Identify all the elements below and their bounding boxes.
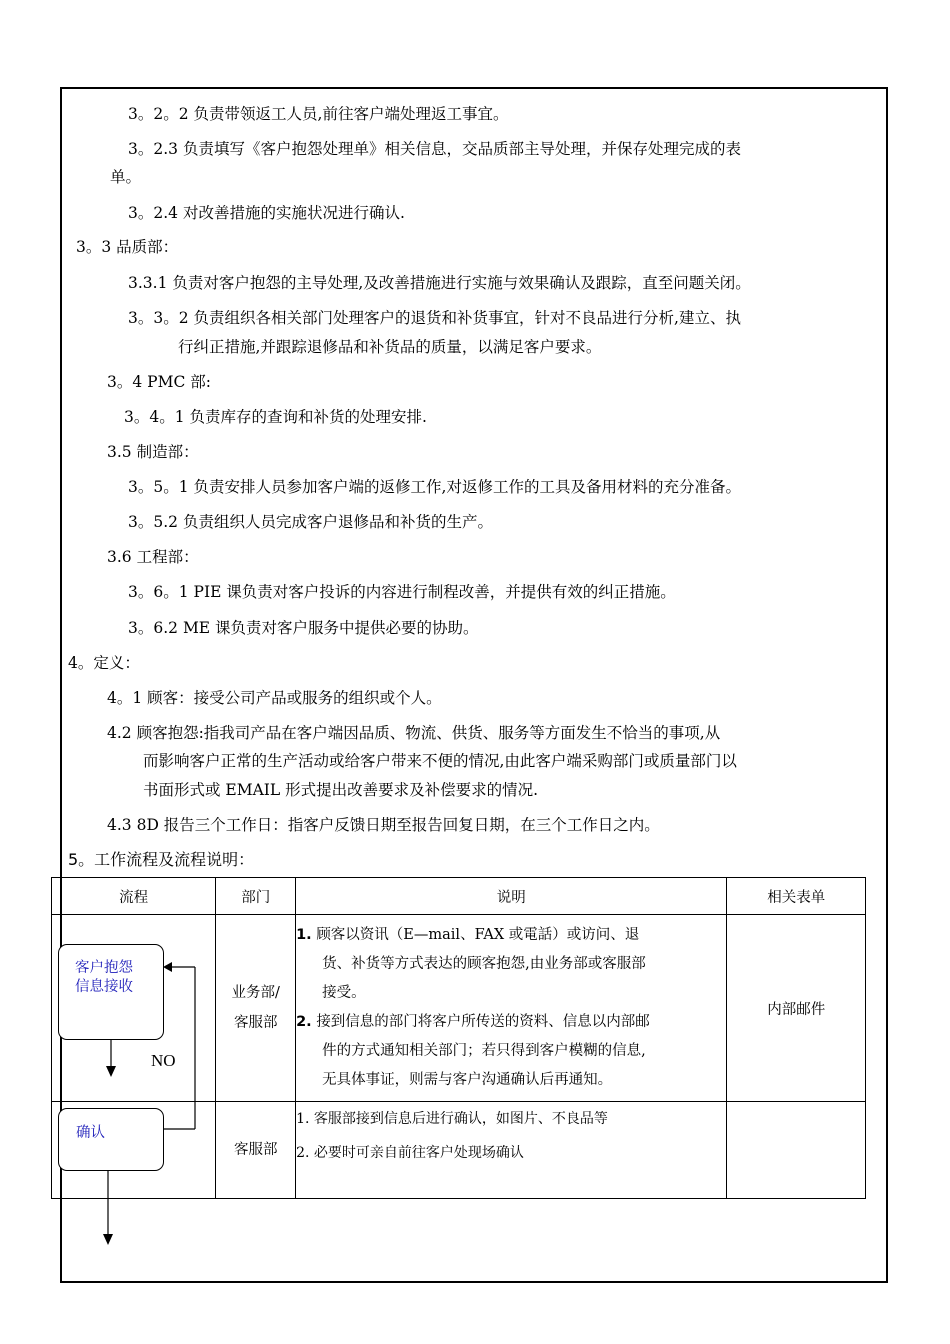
flow-box-confirm [58,1108,164,1171]
header-flow: 流程 [52,878,216,915]
flow-box-complaint-receive [58,944,164,1040]
department-cell: 客服部 [216,1102,296,1199]
section-3-3-heading: 3。3 品质部： [76,238,179,256]
clause-3-3-2-cont: 行纠正措施,并跟踪退修品和补货品的质量，以满足客户要求。 [178,338,602,356]
header-department: 部门 [216,878,296,915]
item-text: 顾客以资讯（E—mail、FAX 或電話）或访问、退 [316,927,640,943]
item-number: 1. [296,927,312,943]
clause-3-3-2: 3。3。2 负责组织各相关部门处理客户的退货和补货事宜，针对不良品进行分析,建立、执 [128,309,741,327]
section-5-heading: 5。工作流程及流程说明： [68,850,255,869]
clause-4-3: 4.3 8D 报告三个工作日：指客户反馈日期至报告回复日期，在三个工作日之内。 [107,816,660,834]
clause-4-1: 4。1 顾客：接受公司产品或服务的组织或个人。 [107,689,442,707]
clause-4-2-cont2: 书面形式或 EMAIL 形式提出改善要求及补偿要求的情况. [143,781,539,799]
description-item-cont: 无具体事证，则需与客户沟通确认后再通知。 [322,1072,613,1088]
description-item: 2. 必要时可亲自前往客户处现场确认 [296,1145,524,1161]
clause-3-2-2: 3。2。2 负责带领返工人员,前往客户端处理返工事宜。 [128,105,509,123]
section-3-5-heading: 3.5 制造部： [107,443,199,461]
description-item-cont: 货、补货等方式表达的顾客抱怨,由业务部或客服部 [322,956,646,972]
clause-3-2-3-cont: 单。 [110,168,142,186]
clause-3-6-2: 3。6.2 ME 课负责对客户服务中提供必要的协助。 [128,619,479,637]
description-item-cont: 接受。 [322,985,366,1001]
down-arrowhead-2 [103,1234,113,1245]
header-related-forms: 相关表单 [727,878,866,915]
clause-3-4-1: 3。4。1 负责库存的查询和补货的处理安排. [124,408,427,426]
item-number: 2. [296,1014,312,1030]
department-line: 业务部/ [231,985,280,1001]
loop-arrowhead [163,962,172,972]
clause-3-2-4: 3。2.4 对改善措施的实施状况进行确认. [128,204,405,222]
description-item: 1. 客服部接到信息后进行确认，如图片、不良品等 [296,1111,608,1127]
clause-3-3-1: 3.3.1 负责对客户抱怨的主导处理,及改善措施进行实施与效果确认及跟踪，直至问题关闭。 [128,274,751,292]
no-label: NO [151,1051,176,1070]
clause-4-2: 4.2 顾客抱怨:指我司产品在客户端因品质、物流、供货、服务等方面发生不恰当的事项,从 [107,724,721,742]
department-line: 客服部 [233,1015,278,1031]
description-item-cont: 件的方式通知相关部门；若只得到客户模糊的信息, [322,1043,646,1059]
clause-3-5-1: 3。5。1 负责安排人员参加客户端的返修工作,对返修工作的工具及备用材料的充分准备。 [128,478,741,496]
item-text: 接到信息的部门将客户所传送的资料、信息以内部邮 [316,1014,650,1030]
clause-3-5-2: 3。5.2 负责组织人员完成客户退修品和补货的生产。 [128,513,493,531]
clause-3-2-3: 3。2.3 负责填写《客户抱怨处理单》相关信息，交品质部主导处理，并保存处理完成的表 [128,140,741,158]
flow-box-text: 确认 [76,1125,105,1141]
down-arrowhead-1 [106,1066,116,1077]
section-3-6-heading: 3.6 工程部： [107,548,199,566]
related-form-cell: 内部邮件 [727,915,866,1102]
clause-4-2-cont1: 而影响客户正常的生产活动或给客户带来不便的情况,由此客户端采购部门或质量部门以 [143,752,737,770]
header-description: 说明 [296,878,727,915]
flow-box-text: 信息接收 [75,979,133,995]
clause-3-6-1: 3。6。1 PIE 课负责对客户投诉的内容进行制程改善，并提供有效的纠正措施。 [128,583,676,601]
section-3-4-heading: 3。4 PMC 部: [107,373,211,391]
section-4-heading: 4。定义： [68,654,140,672]
flow-box-text: 客户抱怨 [75,960,133,976]
